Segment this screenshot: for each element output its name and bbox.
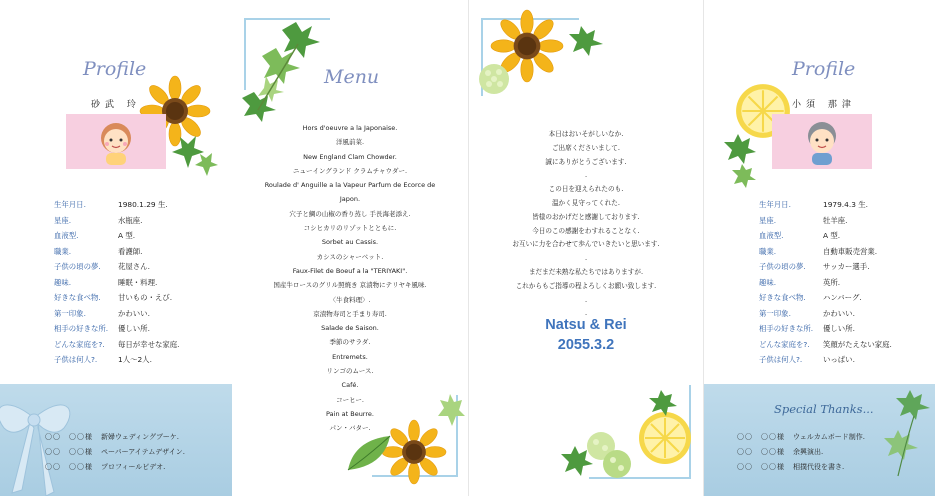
menu-item: Pain at Beurre.: [326, 409, 374, 418]
info-row-occupation: 職業. 看護師.: [54, 246, 143, 256]
ivy-leaf-icon: [557, 440, 597, 484]
info-row-favorite-trait: 相手の好きな所. 優しい所.: [54, 324, 150, 333]
profile-info-list: [54, 197, 179, 368]
menu-item: ニューイングランド クラムチャウダー.: [292, 166, 408, 175]
menu-item: 国産牛ロースのグリル照焼き 京漬物にテリヤキ風味.: [273, 281, 427, 290]
menu-item: Japon.: [339, 195, 361, 204]
person-name: 小須 那津: [792, 100, 856, 110]
profile-title: Profile: [792, 58, 856, 80]
groom-avatar-icon: [800, 120, 844, 166]
couple-signature: [469, 315, 703, 355]
menu-item: 〈牛食料理〉.: [329, 295, 371, 304]
info-row-hobby: 趣味. 睡眠・料理.: [54, 277, 158, 287]
menu-item: コーヒー.: [336, 395, 364, 404]
info-row-family: どんな家庭を?. 笑顔がたえない家庭.: [759, 339, 892, 349]
info-row-blood-type: 血液型. A 型.: [759, 231, 841, 240]
person-name: 砂武 玲: [91, 100, 141, 110]
photo-frame: [772, 114, 872, 169]
menu-item: Faux-Filet de Boeuf a la "TERIYAKI".: [292, 266, 408, 275]
info-row-family: どんな家庭を?. 毎日が幸せな家庭.: [54, 339, 180, 349]
thanks-row: 〇〇 〇〇様 ウェルカムボード制作.: [737, 433, 865, 441]
greeting-message: [483, 128, 689, 321]
menu-list: [242, 121, 458, 436]
menu-item: Café.: [341, 381, 359, 390]
info-row-zodiac: 星座. 牡羊座.: [759, 215, 848, 225]
ivy-leaf-icon: [645, 388, 679, 418]
menu-item: コシヒカリのリゾットとともに.: [303, 224, 397, 233]
info-row-first-impression: 第一印象. かわいい.: [54, 308, 150, 318]
info-row-birthday: 生年月日. 1979.4.3 生.: [759, 200, 869, 209]
hydrangea-icon: [477, 62, 511, 96]
message-line: 本日はおいそがしいなか.: [548, 130, 624, 138]
thanks-list: [737, 430, 865, 475]
info-row-blood-type: 血液型. A 型.: [54, 231, 136, 240]
thanks-band: [0, 384, 232, 496]
info-row-children: 子供は何人?. いっぱい.: [759, 355, 855, 364]
menu-item: Entremets.: [332, 352, 368, 361]
message-line: .: [584, 171, 588, 180]
ivy-leaf-icon: [432, 392, 466, 432]
profile-info-list: [759, 197, 892, 368]
menu-page: [232, 0, 468, 496]
menu-item: 洋風前菜.: [335, 138, 365, 147]
info-row-favorite-food: 好きな食べ物. ハンバーグ.: [759, 293, 862, 302]
info-row-hobby: 趣味. 英所.: [759, 277, 841, 287]
info-row-favorite-trait: 相手の好きな所. 優しい所.: [759, 324, 855, 333]
menu-item: Sorbet au Cassis.: [321, 238, 379, 247]
menu-item: Hors d'oeuvre a la Japonaise.: [302, 124, 398, 132]
menu-item: Roulade d' Anguille a la Vapeur Parfum de Ecorce de: [264, 181, 436, 190]
leaf-icon: [344, 430, 396, 480]
menu-item: 穴子と鯛の山椒の香り蒸し 手長海老添え.: [289, 209, 411, 218]
message-line: この日を迎えられたのも.: [548, 185, 624, 194]
thanks-row: 〇〇 〇〇様 ペーパーアイテムデザイン.: [45, 448, 185, 456]
thanks-row: 〇〇 〇〇様 プロフィールビデオ.: [45, 463, 166, 471]
profile-title: Profile: [83, 58, 147, 80]
ivy-leaf-icon: [561, 22, 607, 62]
couple-names: Natsu & Rei: [545, 317, 627, 333]
info-row-occupation: 職業. 自動車販売営業.: [759, 246, 878, 256]
wedding-date: 2055.3.2: [557, 337, 615, 353]
menu-item: 京漬物寿司と手まり寿司.: [313, 309, 387, 318]
greeting-page: [468, 0, 703, 496]
info-row-birthday: 生年月日. 1980.1.29 生.: [54, 200, 168, 209]
message-line: .: [584, 309, 588, 318]
lemon-slice-icon: [637, 410, 693, 466]
message-line: お互いに力を合わせて歩んでいきたいと思います.: [512, 240, 660, 249]
profile-page-right: [703, 0, 935, 496]
message-line: 誠にありがとうございます.: [545, 157, 627, 166]
menu-item: パン・バター.: [329, 424, 371, 433]
ivy-leaf-icon: [880, 386, 935, 482]
info-row-first-impression: 第一印象. かわいい.: [759, 308, 855, 318]
thanks-row: 〇〇 〇〇様 相撲代役を書き.: [737, 463, 845, 471]
info-row-zodiac: 星座. 水瓶座.: [54, 215, 143, 225]
menu-title: Menu: [324, 66, 380, 88]
thanks-row: 〇〇 〇〇様 新婦ウェディングブーケ.: [45, 433, 180, 441]
message-line: 皆様のおかげだと感謝しております.: [532, 212, 640, 221]
ivy-leaf-icon: [722, 130, 762, 190]
message-line: ご出席くださいまして.: [551, 143, 621, 152]
ivy-leaf-icon: [236, 14, 332, 134]
message-line: 温かく見守ってくれた.: [551, 198, 621, 207]
menu-item: カシスのシャーベット.: [316, 252, 384, 261]
message-line: .: [584, 254, 588, 263]
info-row-childhood-dream: 子供の頃の夢. 花屋さん.: [54, 262, 150, 271]
thanks-band: [704, 384, 935, 496]
special-thanks-title: Special Thanks...: [774, 402, 874, 416]
menu-item: 季節のサラダ.: [329, 338, 371, 347]
profile-page-left: [0, 0, 233, 496]
menu-item: Salade de Saison.: [321, 324, 379, 333]
info-row-favorite-food: 好きな食べ物. 甘いもの・えび.: [54, 293, 173, 302]
thanks-list: [45, 430, 185, 475]
menu-item: New England Clam Chowder.: [303, 152, 397, 161]
message-line: まだまだ未熟な私たちではありますが.: [528, 267, 644, 276]
info-row-children: 子供は何人?. 1人〜2人.: [54, 355, 152, 364]
photo-frame: [66, 114, 166, 169]
message-line: 今日のこの感謝をわすれることなく.: [532, 226, 640, 235]
info-row-childhood-dream: 子供の頃の夢. サッカー選手.: [759, 262, 870, 271]
bride-avatar-icon: [94, 120, 138, 166]
message-line: これからもご指導の程よろしくお願い致します.: [515, 281, 657, 290]
menu-item: リンゴのムース.: [326, 367, 374, 376]
message-line: .: [584, 295, 588, 304]
thanks-row: 〇〇 〇〇様 余興演出.: [737, 448, 824, 456]
ivy-leaf-icon: [170, 132, 220, 177]
